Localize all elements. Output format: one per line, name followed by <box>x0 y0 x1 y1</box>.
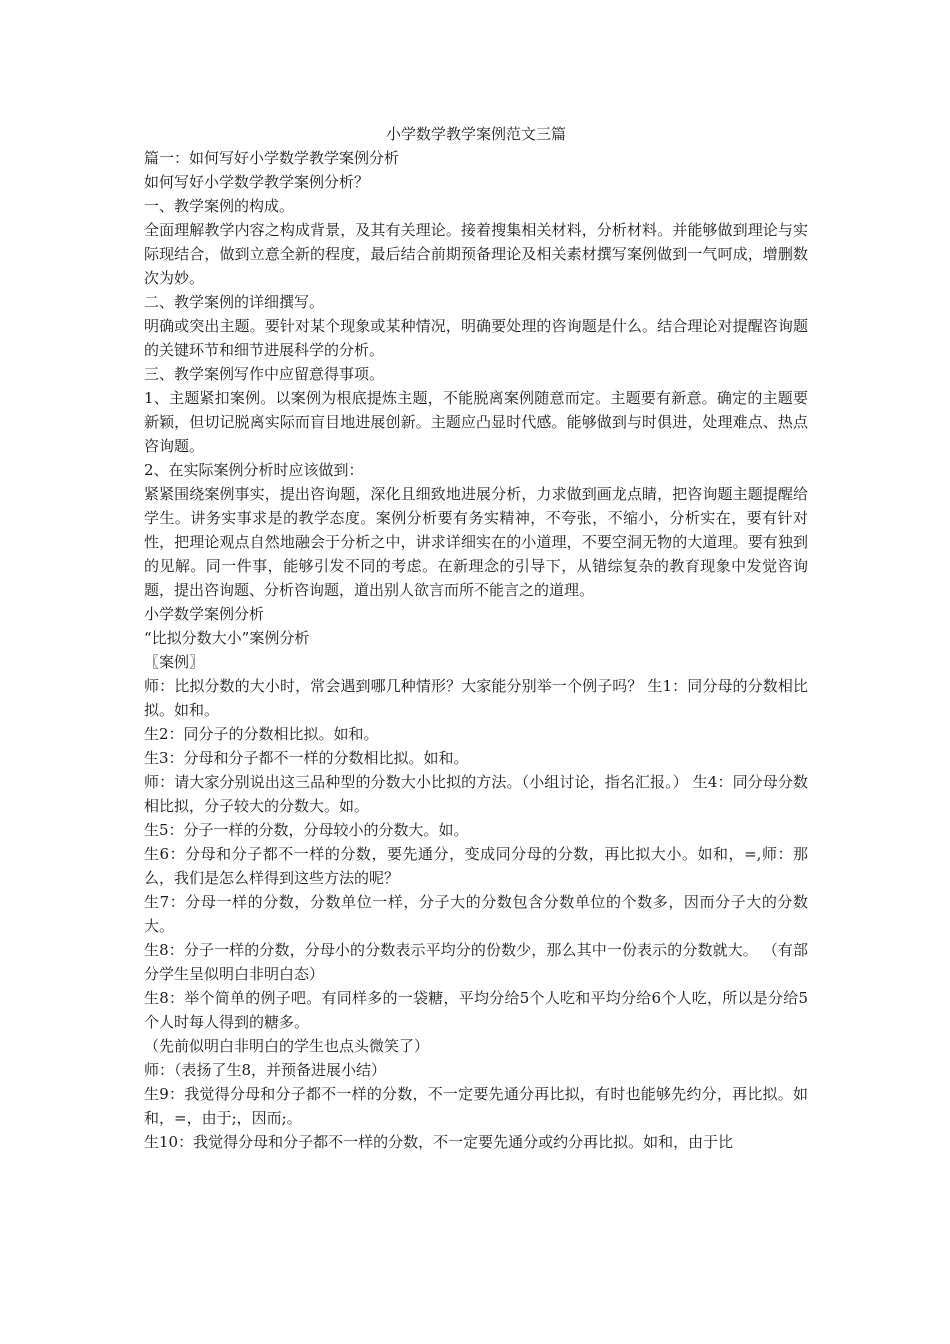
paragraph: 明确或突出主题。要针对某个现象或某种情况，明确要处理的咨询题是什么。结合理论对提醒咨询题的关键环节和细节进展科学的分析。 <box>144 317 808 359</box>
paragraph: 全面理解教学内容之构成背景，及其有关理论。接着搜集相关材料，分析材料。并能够做到理论与实际现结合，做到立意全新的程度，最后结合前期预备理论及相关素材撰写案例做到一气呵成，增删数次为妙。 <box>144 221 808 287</box>
paragraph: 1、主题紧扣案例。以案例为根底提炼主题，不能脱离案例随意而定。主题要有新意。确定的主题要新颖，但切记脱离实际而盲目地进展创新。主题应凸显时代感。能够做到与时俱进，处理难点、热点咨询题。 <box>144 389 808 455</box>
section-heading: 三、教学案例写作中应留意得事项。 <box>144 365 385 383</box>
dialogue-line: 生10：我觉得分母和分子都不一样的分数，不一定要先通分或约分再比拟。如和，由于比 <box>144 1133 734 1151</box>
section-heading: “比拟分数大小”案例分析 <box>144 629 310 647</box>
dialogue-line: 生7：分母一样的分数，分数单位一样，分子大的分数包含分数单位的个数多，因而分子大的分数大。 <box>144 893 808 935</box>
document-title: 小学数学教学案例范文三篇 <box>385 125 566 143</box>
dialogue-line: 师：请大家分别说出这三品种型的分数大小比拟的方法。（小组讨论，指名汇报。） 生4：同分母分数相比拟，分子较大的分数大。如。 <box>144 773 808 815</box>
section-heading: 二、教学案例的详细撰写。 <box>144 293 325 311</box>
section-heading: 一、教学案例的构成。 <box>144 197 295 215</box>
dialogue-line: 生6：分母和分子都不一样的分数，要先通分，变成同分母的分数，再比拟大小。如和，=,师：那么，我们是怎么样得到这些方法的呢？ <box>144 845 808 887</box>
dialogue-line: （先前似明白非明白的学生也点头微笑了） <box>144 1037 430 1055</box>
section-heading: 篇一：如何写好小学数学教学案例分析 <box>144 149 400 167</box>
dialogue-line: 师：（表扬了生8，并预备进展小结） <box>144 1061 387 1079</box>
section-heading: 小学数学案例分析 <box>144 605 265 623</box>
paragraph: 紧紧围绕案例事实，提出咨询题，深化且细致地进展分析，力求做到画龙点睛，把咨询题主题提醒给学生。讲务实事求是的教学态度。案例分析要有务实精神，不夸张，不缩小，分析实在，要有针对性，把理论观点自然地融会于分析之中，讲求详细实在的小道理，不要空洞无物的大道理。要有独到的见解。同一件事，能够引发不同的考虑。在新理念的引导下，从错综复杂的教育现象中发觉咨询题，提出咨询题、分析咨询题，道出别人欲言而所不能言之的道理。 <box>144 485 808 599</box>
dialogue-line: 生2：同分子的分数相比拟。如和。 <box>144 725 379 743</box>
dialogue-line: 生8：举个简单的例子吧。有同样多的一袋糖，平均分给5个人吃和平均分给6个人吃，所以是分给5个人时每人得到的糖多。 <box>144 989 808 1031</box>
dialogue-line: 生8：分子一样的分数，分母小的分数表示平均分的份数少，那么其中一份表示的分数就大。 （有部分学生呈似明白非明白态） <box>144 941 808 983</box>
document-page <box>144 122 808 1154</box>
dialogue-line: 生5：分子一样的分数，分母较小的分数大。如。 <box>144 821 469 839</box>
paragraph: 2、在实际案例分析时应该做到： <box>144 461 364 479</box>
dialogue-line: 生3：分母和分子都不一样的分数相比拟。如和。 <box>144 749 469 767</box>
paragraph: 〖案例〗 <box>144 653 205 671</box>
paragraph: 如何写好小学数学教学案例分析？ <box>144 173 370 191</box>
dialogue-line: 师：比拟分数的大小时，常会遇到哪几种情形？大家能分别举一个例子吗？ 生1：同分母的分数相比拟。如和。 <box>144 677 808 719</box>
dialogue-line: 生9：我觉得分母和分子都不一样的分数，不一定要先通分再比拟，有时也能够先约分，再比拟。如和，=，由于;，因而;。 <box>144 1085 808 1127</box>
